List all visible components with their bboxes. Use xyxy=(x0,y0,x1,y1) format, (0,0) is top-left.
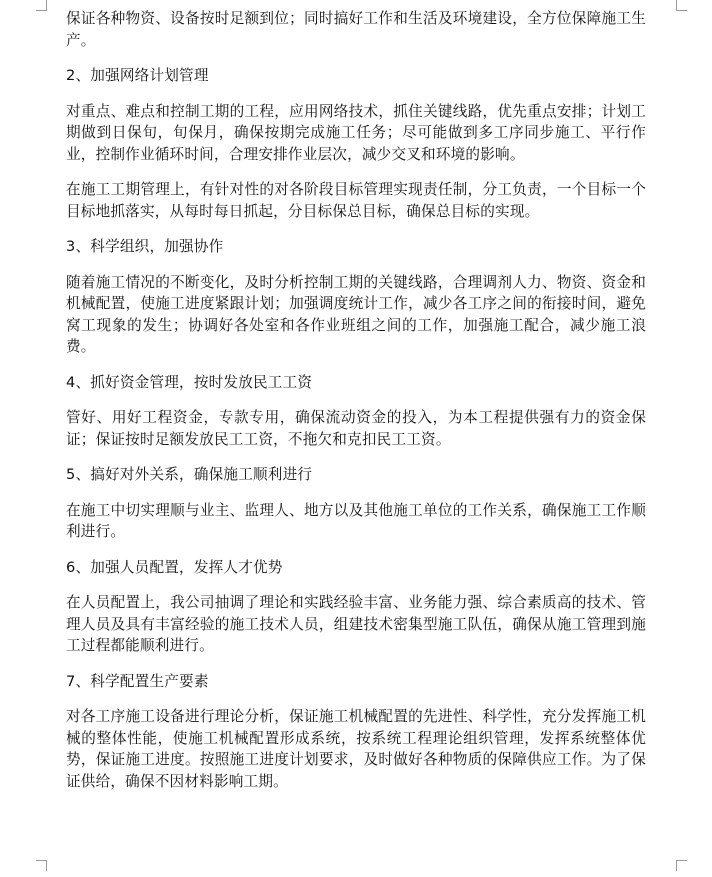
section-heading-funds: 4、抓好资金管理，按时发放民工工资 xyxy=(66,373,313,391)
paragraph-supply-guarantee: 保证各种物资、设备按时足额到位；同时搞好工作和生活及环境建设，全方位保障施工生产。 xyxy=(66,10,646,49)
section-heading-production-factors: 7、科学配置生产要素 xyxy=(66,672,209,690)
page-corner-mark-bottom-left xyxy=(36,860,47,871)
section-heading-staffing: 6、加强人员配置，发挥人才优势 xyxy=(66,558,283,576)
section-heading-network-plan: 2、加强网络计划管理 xyxy=(66,67,209,84)
section-heading-organization: 3、科学组织，加强协作 xyxy=(66,238,224,255)
page-corner-mark-top-right xyxy=(676,0,687,11)
page-corner-mark-top-left xyxy=(36,0,47,11)
section-heading-external-relations: 5、搞好对外关系，确保施工顺利进行 xyxy=(66,466,313,483)
paragraph-funds: 管好、用好工程资金，专款专用，确保流动资金的投入，为本工程提供强有力的资金保证；保证按时足额发放民工工资，不拖欠和克扣民工工资。 xyxy=(66,409,646,448)
paragraph-schedule-management: 在施工工期管理上，有针对性的对各阶段目标管理实现责任制，分工负责，一个目标一个目标地抓落实，从每时每日抓起，分目标保总目标，确保总目标的实现。 xyxy=(66,181,646,220)
paragraph-production-factors: 对各工序施工设备进行理论分析，保证施工机械配置的先进性、科学性，充分发挥施工机械的整体性能，使施工机械配置形成系统，按系统工程理论组织管理，发挥系统整体优势，保证施工进度。按照施工进度计划要求，及时做好各种物质的保障供应工作。为了保证供给，确保不因材料影响工期。 xyxy=(66,708,646,790)
page-corner-mark-bottom-right xyxy=(676,860,687,871)
paragraph-staffing: 在人员配置上，我公司抽调了理论和实践经验丰富、业务能力强、综合素质高的技术、管理人员及具有丰富经验的施工技术人员，组建技术密集型施工队伍，确保从施工管理到施工过程都能顺利进行。 xyxy=(66,594,646,654)
paragraph-organization: 随着施工情况的不断变化，及时分析控制工期的关键线路，合理调剂人力、物资、资金和机械配置，使施工进度紧跟计划；加强调度统计工作，减少各工序之间的衔接时间，避免窝工现象的发生；协调好各处室和各作业班组之间的工作，加强施工配合，减少施工浪费。 xyxy=(66,273,646,355)
paragraph-external-relations: 在施工中切实理顺与业主、监理人、地方以及其他施工单位的工作关系，确保施工工作顺利进行。 xyxy=(66,501,646,540)
paragraph-network-plan: 对重点、难点和控制工期的工程，应用网络技术，抓住关键线路，优先重点安排；计划工期做到日保旬，旬保月，确保按期完成施工任务；尽可能做到多工序同步施工、平行作业，控制作业循环时间，合理安排作业层次，减少交叉和环境的影响。 xyxy=(66,102,646,163)
document-body xyxy=(66,8,646,806)
